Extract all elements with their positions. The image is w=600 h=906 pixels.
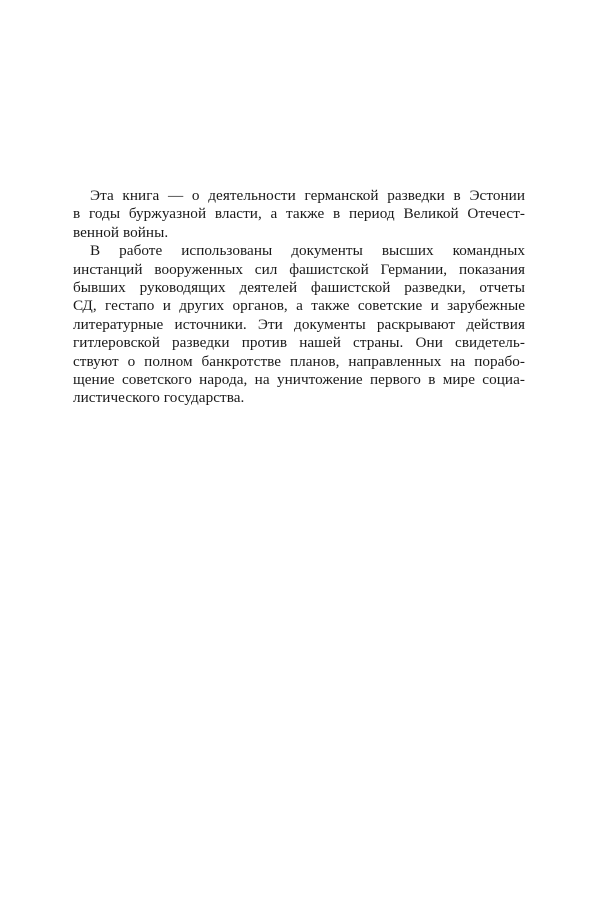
paragraph-2-line-8: щение советского народа, на уничтожение первого в мире социа- [73, 370, 525, 388]
paragraph-1-line-3: венной войны. [73, 223, 169, 241]
paragraph-2-line-9: листического государства. [73, 389, 245, 407]
paragraph-1-line-2: в годы буржуазной власти, а также в период Великой Отечест- [73, 205, 525, 223]
paragraph-2-line-6: гитлеровской разведки против нашей страны. Они свидетель- [73, 334, 525, 352]
paragraph-2-line-5: литературные источники. Эти документы раскрывают действия [73, 315, 525, 333]
paragraph-2-line-3: бывших руководящих деятелей фашистской разведки, отчеты [73, 278, 525, 296]
paragraph-2-line-7: ствуют о полном банкротстве планов, направленных на порабо- [73, 352, 525, 370]
paragraph-2-line-4: СД, гестапо и других органов, а также советские и зарубежные [73, 297, 525, 315]
paragraph-2-line-2: инстанций вооруженных сил фашистской Германии, показания [73, 260, 525, 278]
paragraph-1-line-1: Эта книга — о деятельности германской разведки в Эстонии [90, 187, 525, 204]
paragraph-2-line-1: В работе использованы документы высших командных [90, 242, 525, 260]
annotation-text [73, 187, 525, 408]
